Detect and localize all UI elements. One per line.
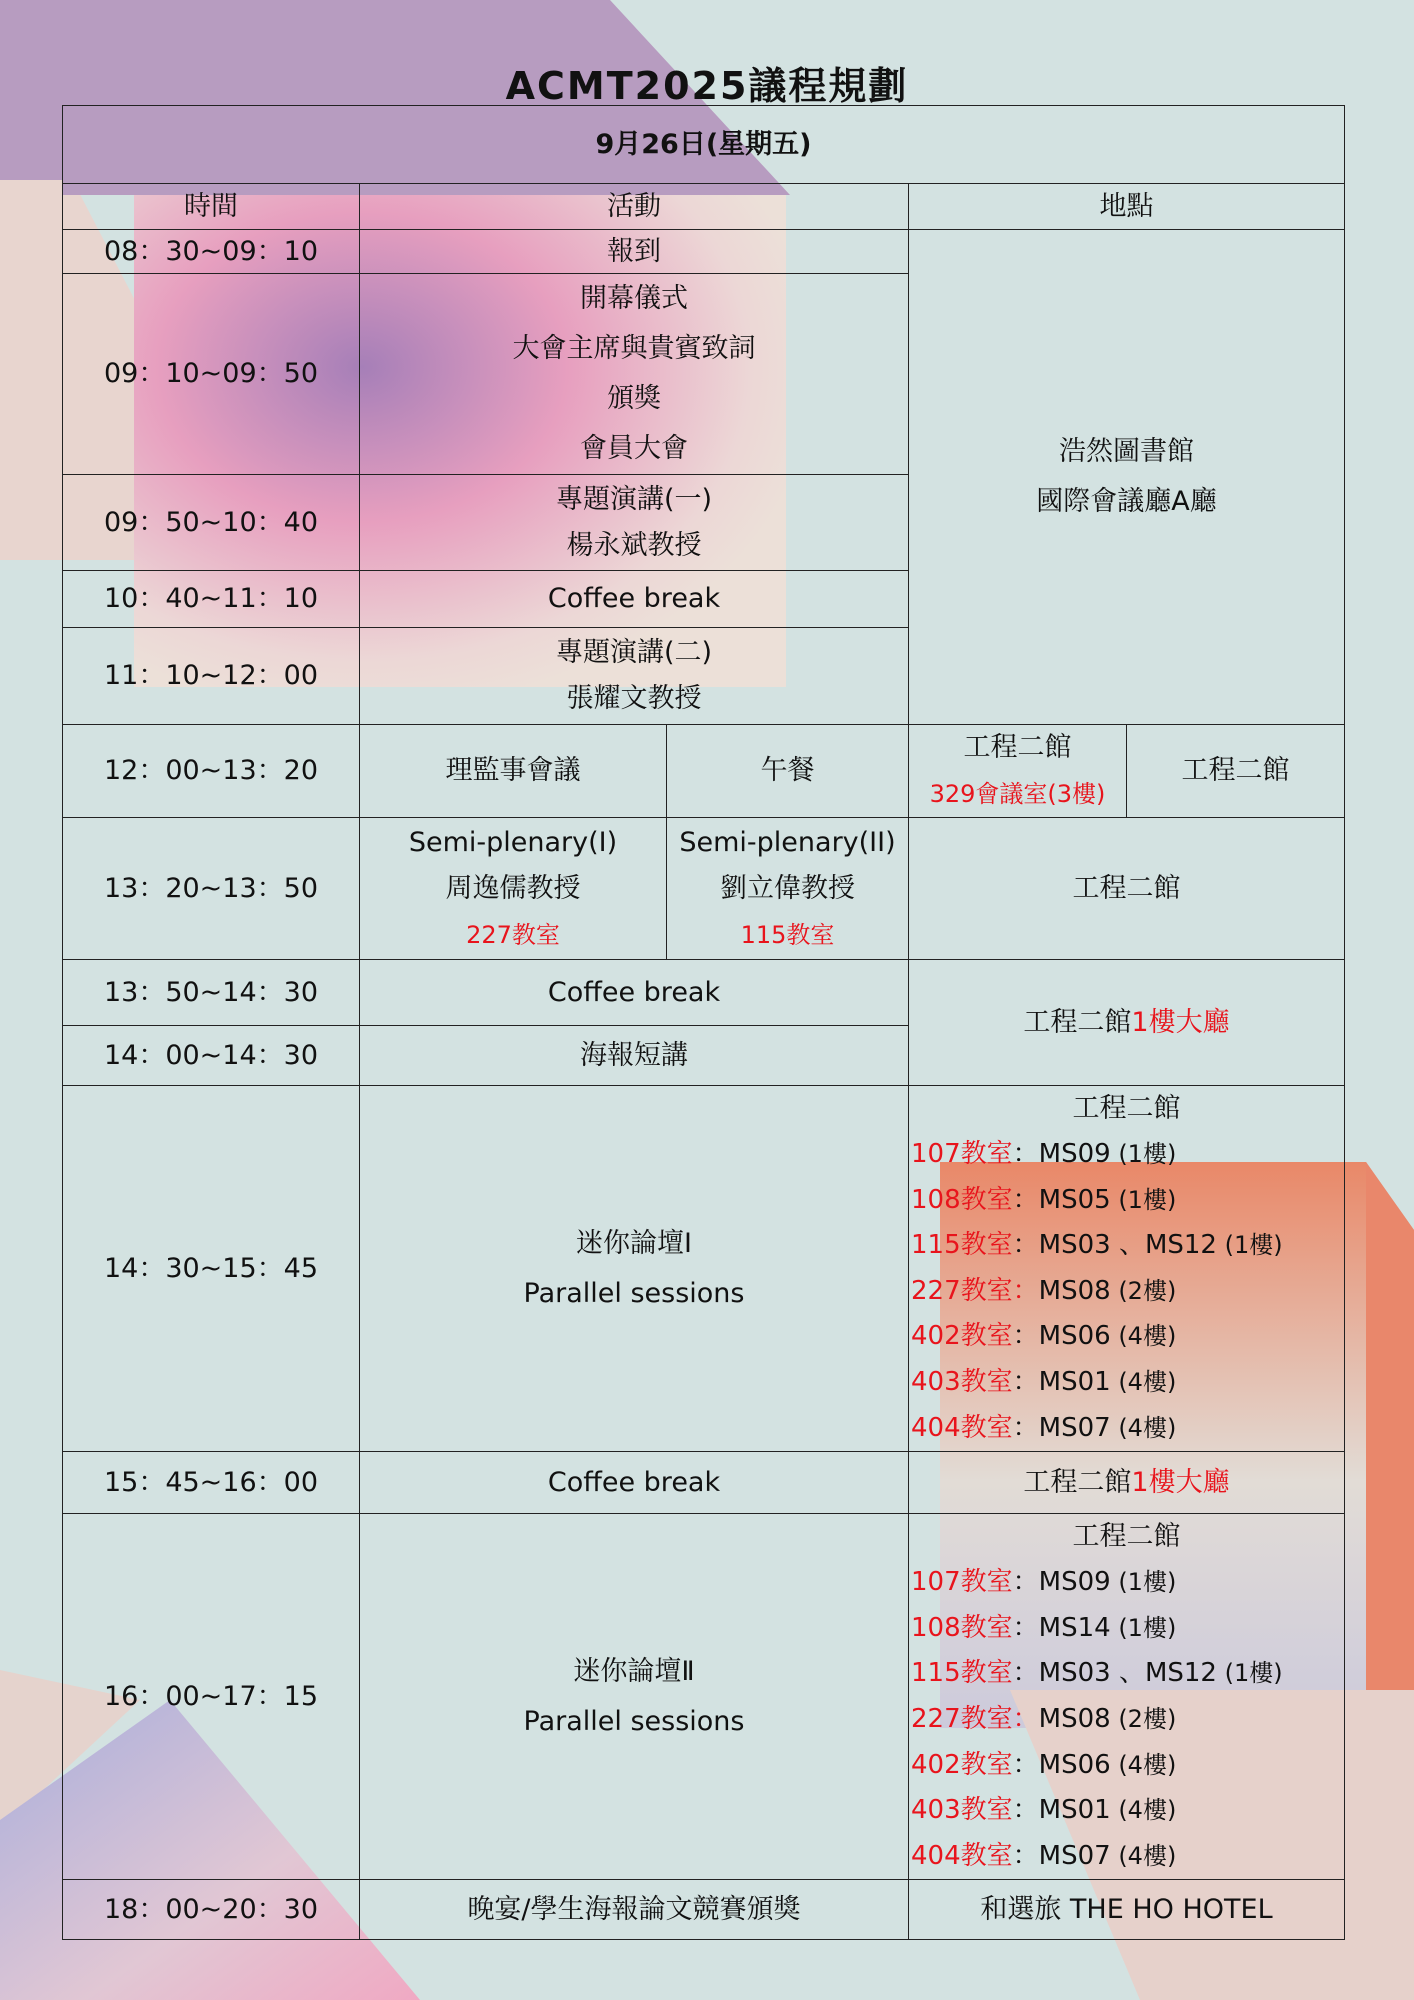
time-cell: 15：45~16：00 bbox=[63, 1452, 360, 1514]
time-cell: 13：20~13：50 bbox=[63, 818, 360, 960]
activity-line: 專題演講(一) bbox=[555, 483, 713, 515]
date-header: 9月26日(星期五) bbox=[63, 106, 1345, 184]
place-main: 工程二館 bbox=[1023, 1006, 1132, 1038]
room-label: 227教室 bbox=[466, 920, 560, 949]
place-cell bbox=[909, 960, 1345, 1086]
activity-line: 開幕儀式 bbox=[580, 283, 688, 314]
activity-cell bbox=[667, 818, 909, 960]
activity-cell: Coffee break bbox=[360, 960, 909, 1026]
activity-line: 會員大會 bbox=[580, 433, 688, 464]
time-cell: 16：00~17：15 bbox=[63, 1514, 360, 1880]
place-head: 工程二館 bbox=[1072, 1093, 1181, 1124]
room-entry: 404教室：MS07 (4樓) bbox=[911, 1840, 1177, 1871]
activity-cell: 理監事會議 bbox=[360, 725, 667, 818]
activity-line: 劉立偉教授 bbox=[720, 872, 855, 904]
place-line: 浩然圖書館 bbox=[1059, 436, 1194, 467]
place-line: 工程二館 bbox=[963, 732, 1072, 763]
time-cell: 14：30~15：45 bbox=[63, 1086, 360, 1452]
activity-line: Semi-plenary(II) bbox=[679, 826, 896, 858]
place-red: 1樓大廳 bbox=[1131, 1006, 1230, 1038]
room-entry: 227教室：MS08 (2樓) bbox=[911, 1275, 1177, 1306]
table-row bbox=[63, 1086, 1345, 1452]
activity-line: 楊永斌教授 bbox=[566, 529, 702, 561]
activity-cell bbox=[360, 475, 909, 571]
activity-line: 迷你論壇Ⅰ bbox=[576, 1227, 692, 1259]
activity-cell bbox=[360, 274, 909, 475]
place-cell bbox=[909, 1086, 1345, 1452]
activity-line: Parallel sessions bbox=[523, 1277, 745, 1309]
time-cell: 10：40~11：10 bbox=[63, 571, 360, 628]
table-row bbox=[63, 1880, 1345, 1940]
activity-cell: 晚宴/學生海報論文競賽頒獎 bbox=[360, 1880, 909, 1940]
activity-cell: 報到 bbox=[360, 230, 909, 274]
header-place: 地點 bbox=[909, 184, 1345, 230]
activity-line: Parallel sessions bbox=[523, 1705, 745, 1737]
room-entry: 404教室：MS07 (4樓) bbox=[911, 1412, 1177, 1443]
time-cell: 13：50~14：30 bbox=[63, 960, 360, 1026]
time-cell: 18：00~20：30 bbox=[63, 1880, 360, 1940]
activity-line: 迷你論壇Ⅱ bbox=[573, 1655, 695, 1687]
time-cell: 09：50~10：40 bbox=[63, 475, 360, 571]
room-entry: 108教室：MS05 (1樓) bbox=[911, 1184, 1177, 1215]
room-entry: 227教室：MS08 (2樓) bbox=[911, 1703, 1177, 1734]
activity-line: 專題演講(二) bbox=[555, 637, 713, 668]
activity-line: 周逸儒教授 bbox=[445, 872, 581, 904]
time-cell: 09：10~09：50 bbox=[63, 274, 360, 475]
time-cell: 08：30~09：10 bbox=[63, 230, 360, 274]
room-entry: 108教室：MS14 (1樓) bbox=[911, 1612, 1177, 1643]
place-cell: 工程二館 bbox=[909, 818, 1345, 960]
room-entry: 402教室：MS06 (4樓) bbox=[911, 1321, 1177, 1352]
room-entry: 402教室：MS06 (4樓) bbox=[911, 1749, 1177, 1780]
activity-cell bbox=[360, 1514, 909, 1880]
activity-cell: Coffee break bbox=[360, 571, 909, 628]
place-cell bbox=[909, 1452, 1345, 1514]
room-entry: 115教室：MS03 、MS12 (1樓) bbox=[911, 1658, 1283, 1689]
place-line: 國際會議廳A廳 bbox=[1036, 486, 1217, 517]
room-label: 329會議室(3樓) bbox=[929, 780, 1106, 808]
place-cell bbox=[909, 1514, 1345, 1880]
page-title: ACMT2025議程規劃 bbox=[505, 64, 909, 108]
table-row bbox=[63, 818, 1345, 960]
place-cell bbox=[909, 725, 1127, 818]
room-label: 115教室 bbox=[740, 920, 835, 949]
place-red: 1樓大廳 bbox=[1131, 1466, 1230, 1498]
time-cell: 12：00~13：20 bbox=[63, 725, 360, 818]
activity-cell bbox=[360, 628, 909, 725]
activity-cell bbox=[360, 1086, 909, 1452]
activity-cell: Coffee break bbox=[360, 1452, 909, 1514]
room-entry: 107教室：MS09 (1樓) bbox=[911, 1567, 1177, 1598]
activity-line: 大會主席與貴賓致詞 bbox=[512, 333, 756, 364]
activity-cell: 午餐 bbox=[667, 725, 909, 818]
table-row bbox=[63, 230, 1345, 274]
place-main: 工程二館 bbox=[1023, 1466, 1132, 1498]
header-activity: 活動 bbox=[360, 184, 909, 230]
time-cell: 11：10~12：00 bbox=[63, 628, 360, 725]
time-cell: 14：00~14：30 bbox=[63, 1026, 360, 1086]
room-entry: 115教室：MS03 、MS12 (1樓) bbox=[911, 1230, 1283, 1261]
room-entry: 107教室：MS09 (1樓) bbox=[911, 1139, 1177, 1169]
place-head: 工程二館 bbox=[1072, 1521, 1181, 1553]
table-row bbox=[63, 1514, 1345, 1880]
date-row bbox=[63, 106, 1345, 184]
header-time: 時間 bbox=[63, 184, 360, 230]
activity-line: Semi-plenary(I) bbox=[408, 826, 618, 858]
activity-line: 頒獎 bbox=[607, 383, 661, 414]
activity-cell: 海報短講 bbox=[360, 1026, 909, 1086]
room-entry: 403教室：MS01 (4樓) bbox=[911, 1795, 1177, 1826]
place-cell: 工程二館 bbox=[1127, 725, 1345, 818]
place-cell: 和選旅 THE HO HOTEL bbox=[909, 1880, 1345, 1940]
table-row bbox=[63, 1452, 1345, 1514]
table-row bbox=[63, 960, 1345, 1026]
room-entry: 403教室：MS01 (4樓) bbox=[911, 1366, 1177, 1397]
place-cell bbox=[909, 230, 1345, 725]
activity-cell bbox=[360, 818, 667, 960]
schedule-table bbox=[62, 105, 1345, 1940]
header-row bbox=[63, 184, 1345, 230]
activity-line: 張耀文教授 bbox=[566, 683, 702, 714]
table-row bbox=[63, 725, 1345, 818]
